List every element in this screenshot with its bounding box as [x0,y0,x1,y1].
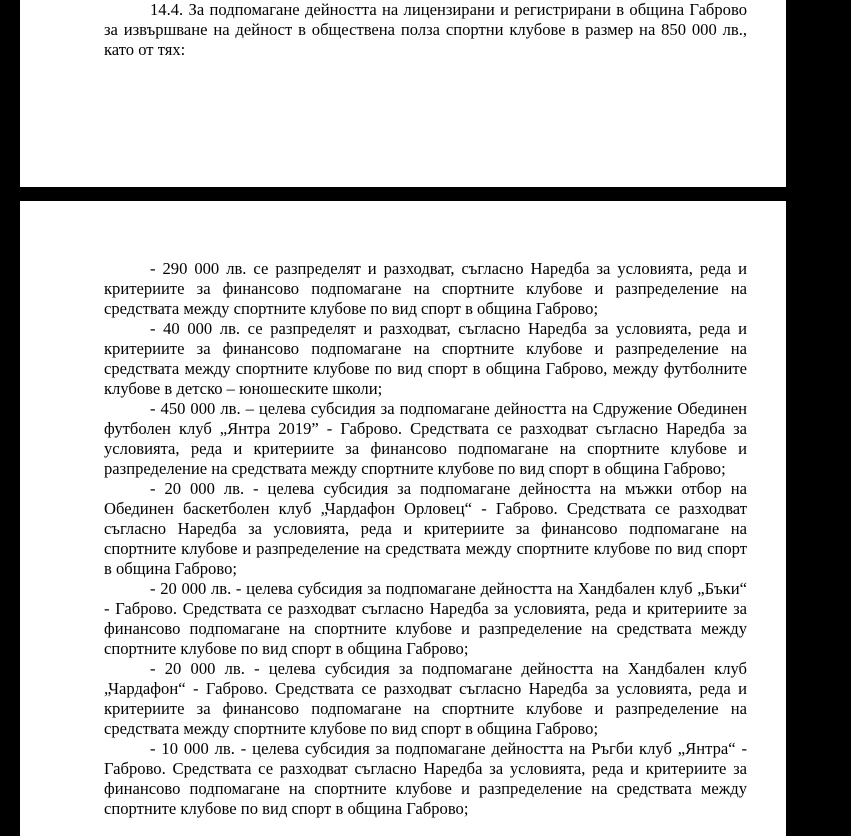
list-item: - 20 000 лв. - целева субсидия за подпомагане дейността на мъжки отбор на Обединен баскетболен клуб „Чардафон Орловец“ - Габрово. Средствата се разходват съгласно Наредба за условията, реда и критериите за финансово подпомагане на спортните клубове и разпределение на средствата между спортните клубове по вид спорт в община Габрово; [104,479,747,578]
list-item: - 20 000 лв. - целева субсидия за подпомагане дейността на Хандбален клуб „Бъки“ - Габрово. Средствата се разходват съгласно Наредба за условията, реда и критериите за финансово подпомагане на спортните клубове и разпределение на средствата между спортните клубове по вид спорт в община Габрово; [104,579,747,658]
document-page-2 [20,201,786,836]
list-item: - 290 000 лв. се разпределят и разходват, съгласно Наредба за условията, реда и критериите за финансово подпомагане на спортните клубове и разпределение на средствата между спортните клубове по вид спорт в община Габрово; [104,259,747,318]
list-item: - 450 000 лв. – целева субсидия за подпомагане дейността на Сдружение Обединен футболен клуб „Янтра 2019” - Габрово. Средствата се разходват съгласно Наредба за условията, реда и критериите за финансово подпомагане на спортните клубове и разпределение на средствата между спортните клубове по вид спорт в община Габрово; [104,399,747,478]
paragraph-14-4: 14.4. За подпомагане дейността на лицензирани и регистрирани в община Габрово за извършване на дейност в обществена полза спортни клубове в размер на 850 000 лв., като от тях: [104,0,747,59]
list-item: - 40 000 лв. се разпределят и разходват, съгласно Наредба за условията, реда и критериите за финансово подпомагане на спортните клубове и разпределение на средствата между спортните клубове по вид спорт в община Габрово, между футболните клубове в детско – юношеските школи; [104,319,747,398]
document-page-1 [20,0,786,187]
list-item: - 20 000 лв. - целева субсидия за подпомагане дейността на Хандбален клуб „Чардафон“ - Габрово. Средствата се разходват съгласно Наредба за условията, реда и критериите за финансово подпомагане на спортните клубове и разпределение на средствата между спортните клубове по вид спорт в община Габрово; [104,659,747,738]
list-item: - 10 000 лв. - целева субсидия за подпомагане дейността на Ръгби клуб „Янтра“ - Габрово. Средствата се разходват съгласно Наредба за условията, реда и критериите за финансово подпомагане на спортните клубове и разпределение на средствата между спортните клубове по вид спорт в община Габрово; [104,739,747,818]
